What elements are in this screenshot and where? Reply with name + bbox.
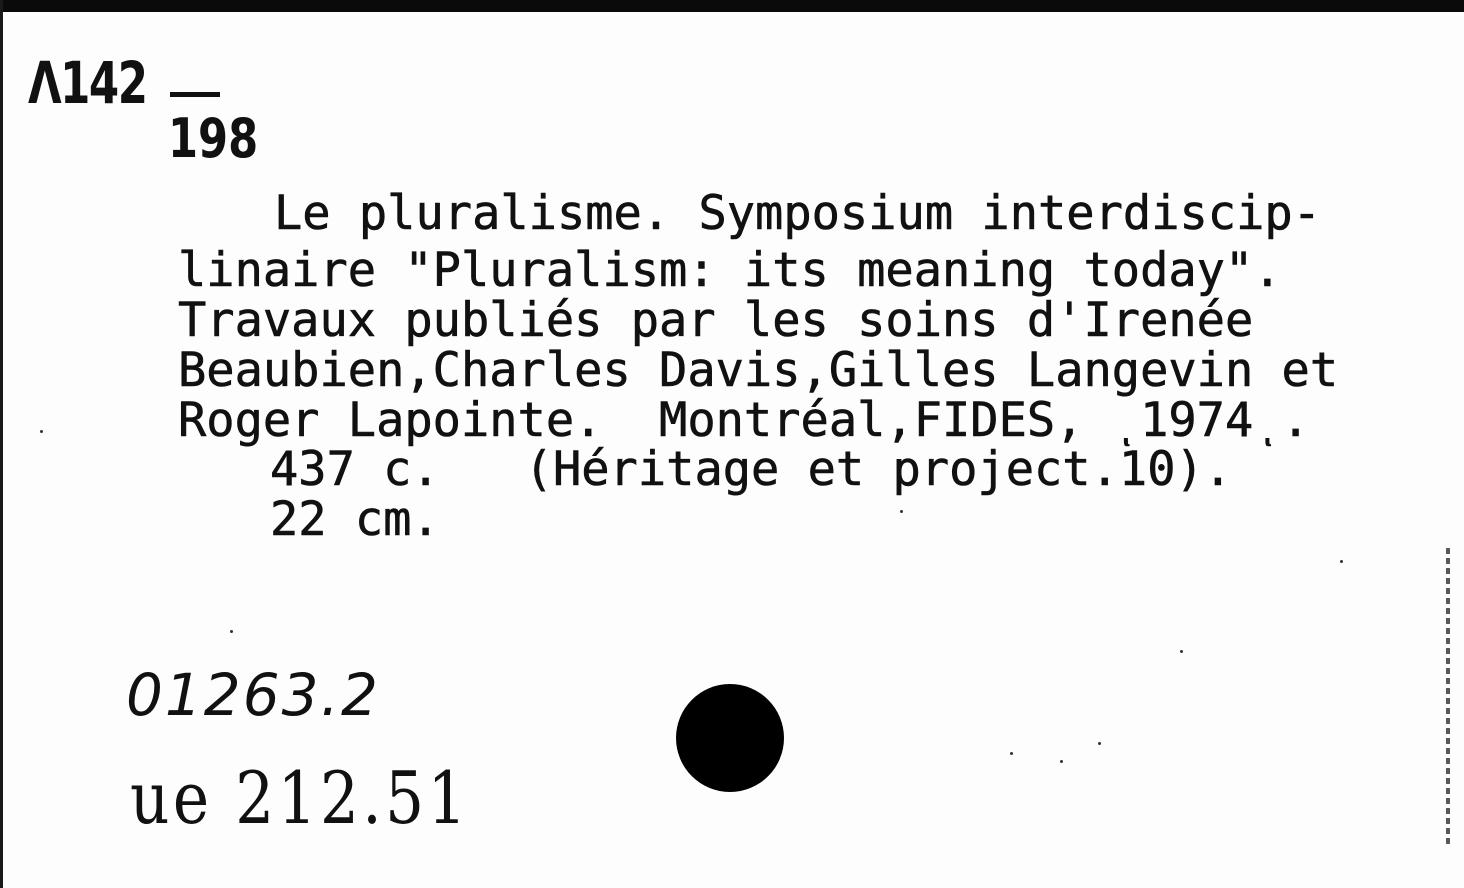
typed-line-6: 437 c. (Héritage et project.10). [270,442,1233,497]
typed-line-4: Beaubien,Charles Davis,Gilles Langevin et [178,343,1339,398]
call-number-top: Λ142 [28,49,147,117]
typed-line-5: Roger Lapointe. Montréal,FIDES, ͺ1974ͺ. [178,393,1310,448]
accession-number: 01263.2 [126,661,380,729]
punch-hole [676,684,784,792]
card-top-edge [0,0,1464,12]
shelf-mark: ue 212.51 [130,756,470,840]
typed-line-7: 22 cm. [270,492,440,547]
call-number-divider [170,92,220,97]
speck [40,430,43,433]
card-right-edge-marks [1446,548,1450,848]
typed-line-1: Le pluralisme. Symposium interdiscip- [274,186,1321,241]
call-number-bottom: 198 [168,107,259,170]
typed-line-2: linaire "Pluralism: its meaning today". [178,243,1282,298]
speck [1180,650,1183,653]
speck [1098,742,1101,745]
speck [230,630,233,633]
speck [1340,560,1343,563]
speck [1010,752,1013,755]
speck [1060,760,1063,763]
typed-line-3: Travaux publiés par les soins d'Irenée [178,293,1254,348]
speck [900,510,903,513]
card-left-edge [0,0,3,888]
